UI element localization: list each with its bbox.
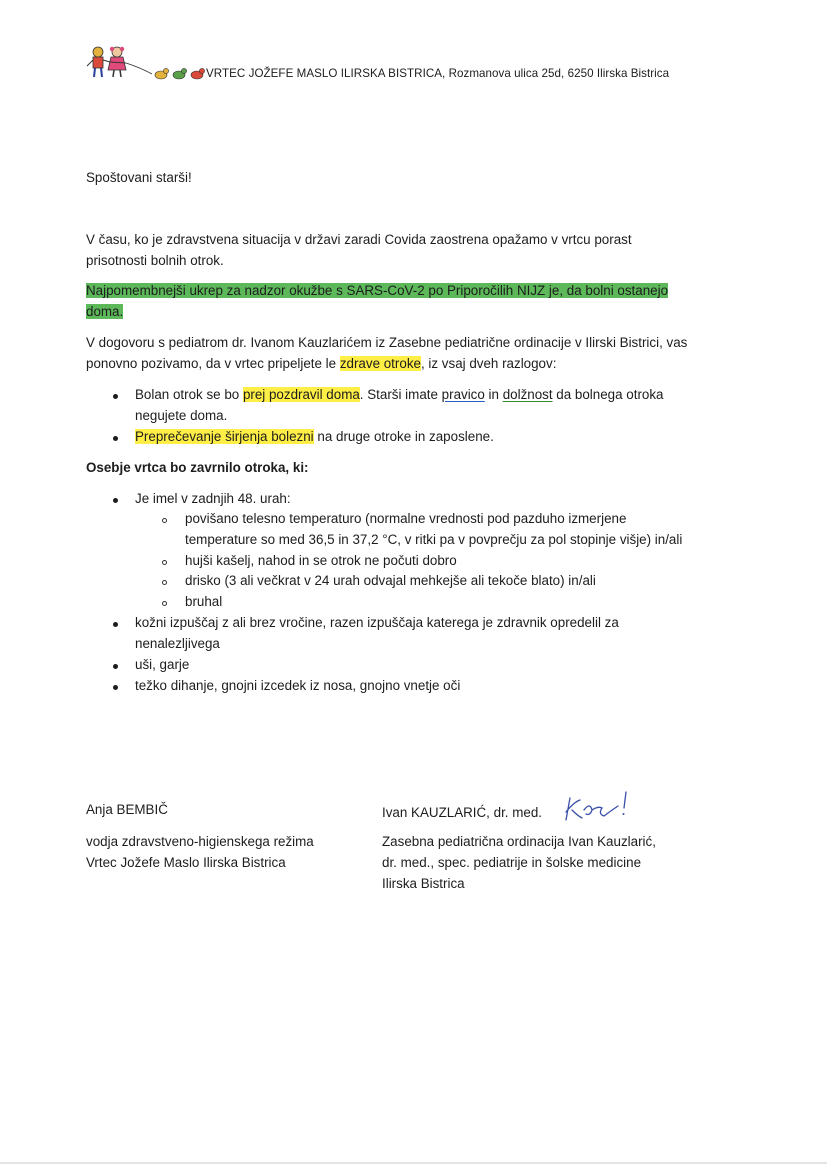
condition-2-line-1: kožni izpuščaj z ali brez vročine, razen izpuščaja katerega je zdravnik opredelil za [135, 615, 619, 630]
reason-2-highlight: Preprečevanje širjenja bolezni [135, 429, 314, 444]
right-signatory-name: Ivan KAUZLARIĆ, dr. med. [382, 805, 543, 820]
word-right: pravico [441, 387, 485, 402]
bullet-icon [113, 436, 118, 441]
reason-2-after: na druge otroke in zaposlene. [313, 429, 494, 444]
reason-1-after: da bolnega otroka [552, 387, 664, 402]
intro-line-1: V času, ko je zdravstvena situacija v državi zaradi Covida zaostrena opažamo v vrtcu porast [86, 232, 632, 247]
word-duty: dolžnost [502, 387, 553, 402]
agreement-text-after: , iz vsaj dveh razlogov: [420, 356, 557, 371]
agreement-line-2 [86, 354, 556, 374]
bullet-icon [113, 394, 118, 399]
left-signatory-name: Anja BEMBIČ [86, 802, 168, 817]
circle-bullet-icon [162, 560, 167, 565]
right-signatory-role-2: dr. med., spec. pediatrije in šolske medicine [382, 855, 642, 870]
intro-line-2: prisotnosti bolnih otrok. [86, 253, 224, 268]
condition-1-sub-4: bruhal [185, 594, 223, 609]
condition-1-sub-1-line-2: temperature so med 36,5 in 37,2 °C, v ritki pa v povprečju za pol stopinje višje) in/ali [185, 532, 683, 547]
bullet-icon [113, 622, 118, 627]
left-signatory-role-1: vodja zdravstveno-higienskega režima [86, 834, 314, 849]
handwritten-signature [560, 786, 640, 826]
kindergarten-logo [86, 44, 206, 84]
right-signatory-role-3: Ilirska Bistrica [382, 876, 465, 891]
condition-3: uši, garje [135, 657, 190, 672]
healthy-children-highlight: zdrave otroke [339, 356, 421, 371]
reason-1-line-2: negujete doma. [135, 408, 228, 423]
key-measure-highlight-2: doma. [86, 304, 124, 319]
condition-1-sub-1-line-1: povišano telesno temperaturo (normalne vrednosti pod pazduho izmerjene [185, 511, 627, 526]
scan-edge-divider [0, 1162, 827, 1164]
circle-bullet-icon [162, 580, 167, 585]
agreement-text-before: ponovno pozivamo, da v vrtec pripeljete le [86, 356, 340, 371]
condition-2-line-2: nenalezljivega [135, 636, 220, 651]
bullet-icon [113, 685, 118, 690]
reason-1-highlight: prej pozdravil doma [242, 387, 360, 402]
left-signatory-role-2: Vrtec Jožefe Maslo Ilirska Bistrica [86, 855, 286, 870]
condition-1-sub-3: drisko (3 ali večkrat v 24 urah odvajal mehkejše ali tekoče blato) in/ali [185, 573, 596, 588]
condition-4: težko dihanje, gnojni izcedek iz nosa, gnojno vnetje oči [135, 678, 461, 693]
reason-1-line-1 [135, 385, 664, 405]
right-signatory-role-1: Zasebna pediatrična ordinacija Ivan Kauzlarić, [382, 834, 656, 849]
reason-2 [135, 427, 494, 447]
reason-1-mid: . Starši imate [359, 387, 442, 402]
reason-1-before: Bolan otrok se bo [135, 387, 243, 402]
reason-1-and: in [484, 387, 503, 402]
key-measure-line-1 [86, 281, 668, 301]
greeting: Spoštovani starši! [86, 170, 192, 185]
condition-1-sub-2: hujši kašelj, nahod in se otrok ne počuti dobro [185, 553, 457, 568]
header-address: VRTEC JOŽEFE MASLO ILIRSKA BISTRICA, Rozmanova ulica 25d, 6250 Ilirska Bistrica [206, 67, 670, 80]
key-measure-highlight-1: Najpomembnejši ukrep za nadzor okužbe s SARS-CoV-2 po Priporočilih NIJZ je, da bolni ostanejo [86, 283, 669, 298]
condition-1: Je imel v zadnjih 48. urah: [135, 491, 291, 506]
agreement-line-1: V dogovoru s pediatrom dr. Ivanom Kauzlarićem iz Zasebne pediatrične ordinacije v Ilirski Bistrici, vas [86, 335, 688, 350]
circle-bullet-icon [162, 518, 167, 523]
bullet-icon [113, 664, 118, 669]
bullet-icon [113, 498, 118, 503]
circle-bullet-icon [162, 601, 167, 606]
key-measure-line-2 [86, 302, 123, 322]
section-title: Osebje vrtca bo zavrnilo otroka, ki: [86, 460, 309, 475]
